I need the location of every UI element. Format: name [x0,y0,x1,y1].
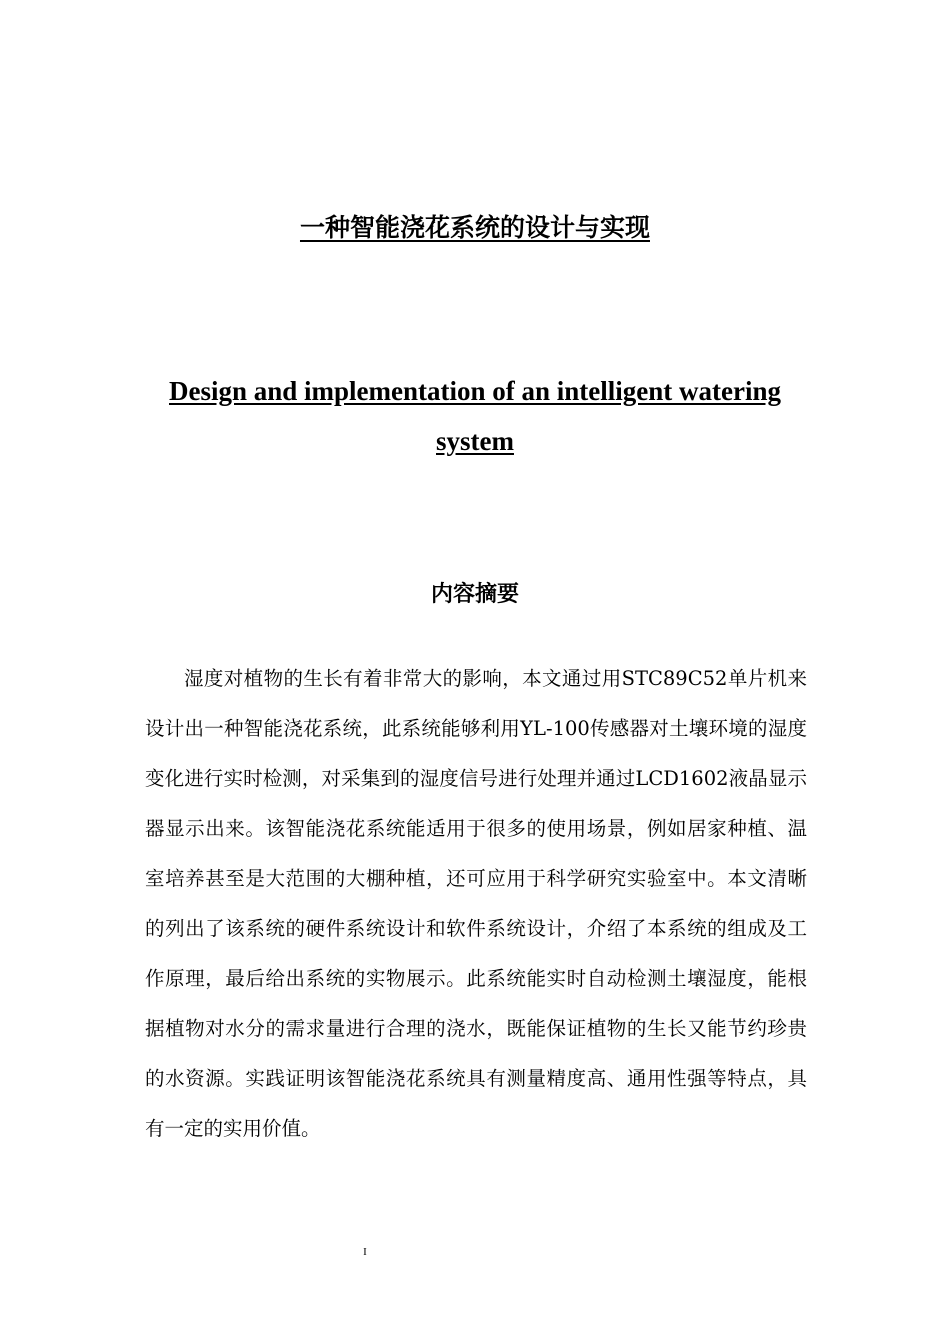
chinese-title [0,208,950,248]
english-title-text: Design and implementation of an intelligent watering system [169,376,781,456]
chinese-title-text: 一种智能浇花系统的设计与实现 [299,213,650,242]
abstract-paragraph: 湿度对植物的生长有着非常大的影响，本文通过用STC89C52单片机来设计出一种智能浇花系统，此系统能够利用YL-100传感器对土壤环境的湿度变化进行实时检测，对采集到的湿度信号进行处理并通过LCD1602液晶显示器显示出来。该智能浇花系统能适用于很多的使用场景，例如居家种植、温室培养甚至是大范围的大棚种植，还可应用于科学研究实验室中。本文清晰的列出了该系统的硬件系统设计和软件系统设计，介绍了本系统的组成及工作原理，最后给出系统的实物展示。此系统能实时自动检测土壤湿度，能根据植物对水分的需求量进行合理的浇水，既能保证植物的生长又能节约珍贵的水资源。实践证明该智能浇花系统具有测量精度高、通用性强等特点，具有一定的实用价值。 [145,667,807,1140]
page-number: I [363,1246,367,1258]
abstract-heading: 内容摘要 [430,582,519,607]
english-title [140,366,810,466]
